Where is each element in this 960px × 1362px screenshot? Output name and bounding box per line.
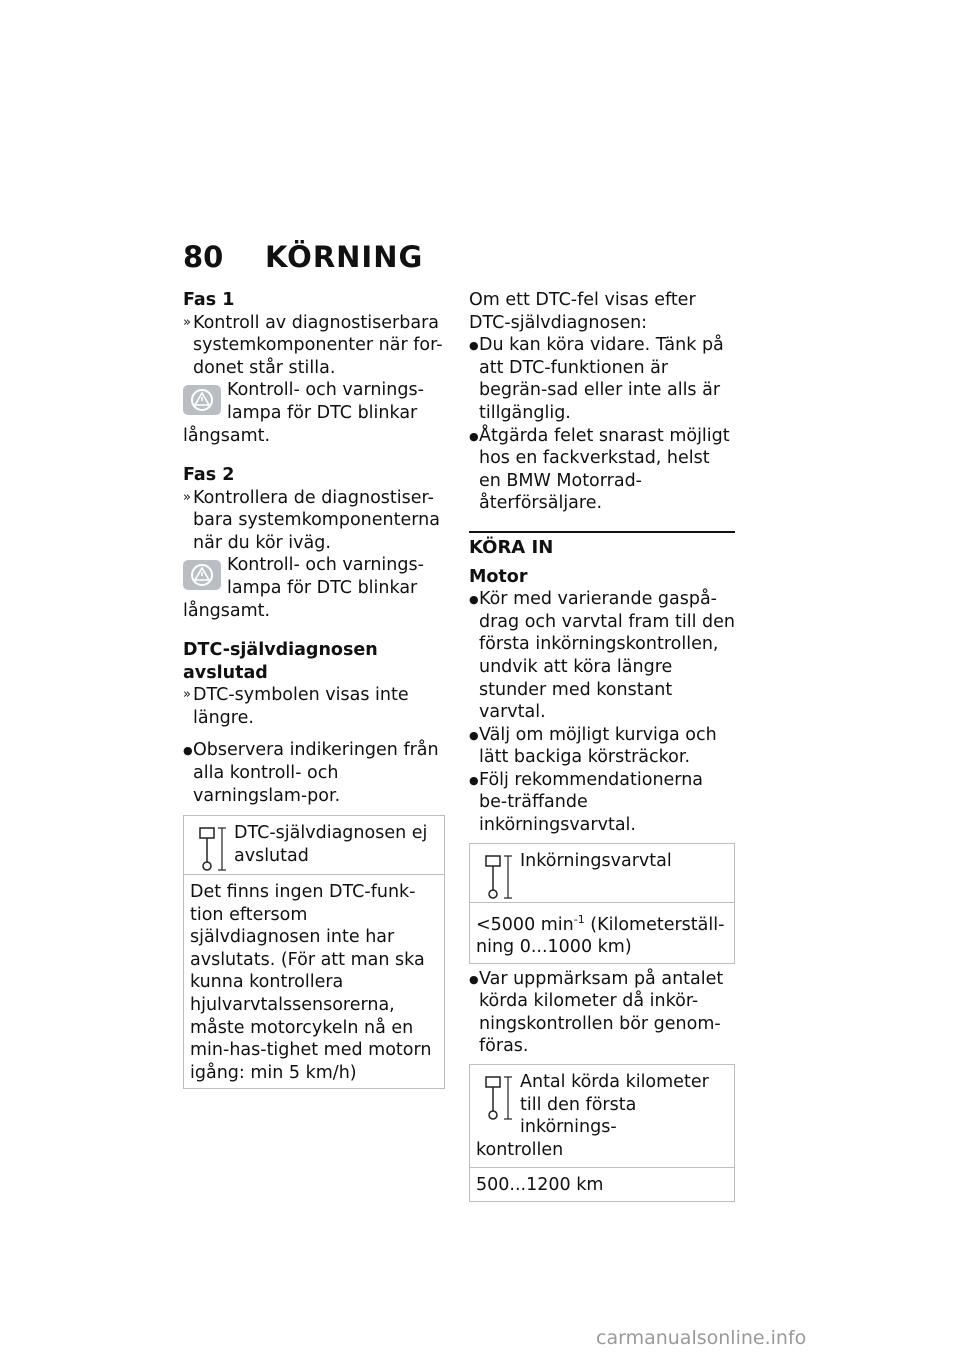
first-check-km-title-cont: kontrollen	[476, 1139, 564, 1160]
page-number: 80	[183, 240, 224, 274]
section-title: KÖRA IN	[469, 536, 554, 558]
section-divider	[469, 531, 735, 560]
fas1-warning	[183, 379, 445, 425]
done-heading: DTC-självdiagnosen avslutad	[183, 639, 378, 683]
done-bullet-text: Observera indikeringen från alla kontroll- och varningslam-por.	[193, 740, 439, 806]
step-chevron-icon: »	[183, 314, 191, 330]
fas1-step-text: Kontroll av diagnostiserbara systemkomponenter när for-donet står stilla.	[193, 312, 443, 378]
break-in-rpm-box	[469, 843, 735, 964]
first-check-km-box	[469, 1064, 735, 1202]
not-finished-body: Det finns ingen DTC-funk-tion eftersom självdiagnosen inte har avslutats. (För att man ska kunna kontrollera hjulvarvtalssensorerna, måste motorcykeln nå en min-has-tighet med motorn igång: min 5 km/h)	[184, 874, 444, 1088]
fas1-warning-text: Kontroll- och varnings-lampa för DTC blinkar	[227, 380, 424, 423]
piston-icon	[482, 854, 516, 900]
bullet-dot-icon: ●	[469, 773, 479, 787]
fas2-step-text: Kontrollera de diagnostiser-bara systemkomponenterna när du kör iväg.	[193, 487, 440, 553]
bullet-dot-icon: ●	[469, 593, 479, 607]
list-item	[469, 769, 735, 837]
right-column	[469, 289, 735, 1202]
fas2-warning-cont: långsamt.	[183, 601, 271, 622]
list-item-text: Var uppmärksam på antalet körda kilometer då inkör-ningskontrollen bör genom-föras.	[479, 968, 724, 1057]
break-in-rpm-title: Inkörningsvarvtal	[520, 850, 672, 871]
list-item-text: Åtgärda felet snarast möjligt hos en fackverkstad, helst en BMW Motorrad-återförsäljare.	[479, 425, 730, 514]
done-bullet	[183, 739, 445, 807]
list-item	[469, 334, 735, 424]
list-item-text: Följ rekommendationerna be-träffande inkörningsvarvtal.	[479, 769, 704, 836]
bullet-dot-icon: ●	[183, 744, 193, 758]
bullet-dot-icon: ●	[469, 429, 479, 443]
first-check-km-title: Antal körda kilometer till den första inkörnings-	[520, 1072, 709, 1138]
page-header	[183, 240, 423, 274]
chapter-title: KÖRNING	[265, 240, 424, 274]
list-item	[469, 425, 735, 515]
watermark: carmanualsonline.info	[596, 1327, 807, 1349]
list-item	[469, 968, 735, 1058]
piston-icon	[482, 1075, 516, 1121]
fas2-warning	[183, 554, 445, 600]
left-column	[183, 289, 445, 1089]
dtc-error-intro: Om ett DTC-fel visas efter DTC-självdiagnosen:	[469, 290, 696, 333]
list-item-text: Du kan köra vidare. Tänk på att DTC-funktionen är begrän-sad eller inte alls är tillgänglig.	[479, 335, 724, 423]
step-chevron-icon: »	[183, 687, 191, 703]
fas2-step	[183, 487, 445, 555]
not-finished-title: DTC-självdiagnosen ej avslutad	[234, 823, 428, 866]
first-check-km-value: 500...1200 km	[470, 1167, 734, 1201]
dtc-warning-light-icon	[183, 560, 221, 590]
break-in-rpm-value: <5000 $\min^{-1}$ (Kilometerställ-ning 0...1000 km)	[470, 902, 734, 963]
list-item	[469, 724, 735, 769]
not-finished-box	[183, 815, 445, 1089]
bullet-dot-icon: ●	[469, 972, 479, 986]
piston-icon	[196, 826, 230, 872]
dtc-warning-light-icon	[183, 385, 221, 415]
bullet-dot-icon: ●	[469, 339, 479, 353]
fas1-step	[183, 312, 445, 380]
fas2-heading: Fas 2	[183, 464, 235, 485]
list-item-text: Välj om möjligt kurviga och lätt backiga körsträckor.	[479, 724, 717, 768]
done-step	[183, 684, 445, 729]
fas2-warning-text: Kontroll- och varnings-lampa för DTC blinkar	[227, 555, 424, 598]
step-chevron-icon: »	[183, 489, 191, 505]
fas1-warning-cont: långsamt.	[183, 426, 271, 447]
list-item-text: Kör med varierande gaspå-drag och varvtal fram till den första inkörningskontrollen, undvik att köra längre stunder med konstant varvtal.	[479, 589, 735, 723]
bullet-dot-icon: ●	[469, 728, 479, 742]
fas1-heading: Fas 1	[183, 290, 235, 310]
list-item	[469, 588, 735, 724]
done-step-text: DTC-symbolen visas inte längre.	[193, 685, 409, 728]
motor-heading: Motor	[469, 566, 528, 587]
